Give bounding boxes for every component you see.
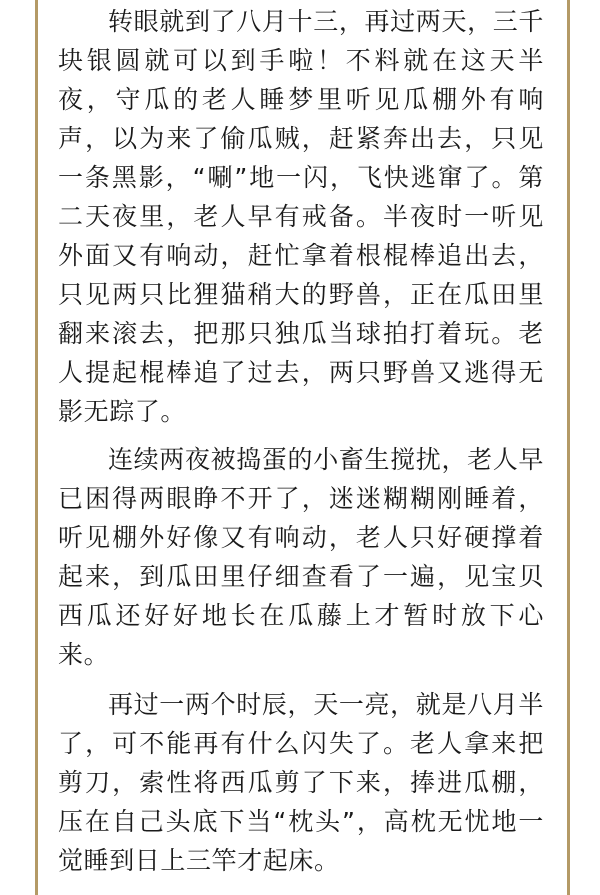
left-border-line — [35, 0, 38, 895]
paragraph-1: 转眼就到了八月十三，再过两天，三千块银圆就可以到手啦！不料就在这天半夜，守瓜的老人睡梦里听见瓜棚外有响声，以为来了偷瓜贼，赶紧奔出去，只见一条黑影，“唰”地一闪，飞快逃窜了。第二天夜里，老人早有戒备。半夜时一听见外面又有响动，赶忙拿着根棍棒追出去，只见两只比狸猫稍大的野兽，正在瓜田里翻来滚去，把那只独瓜当球拍打着玩。老人提起棍棒追了过去，两只野兽又逃得无影无踪了。 — [58, 7, 544, 426]
paragraph-3: 再过一两个时辰，天一亮，就是八月半了，可不能再有什么闪失了。老人拿来把剪刀，索性将西瓜剪了下来，捧进瓜棚，压在自己头底下当“枕头”，高枕无忧地一觉睡到日上三竿才起床。 — [58, 690, 544, 875]
article-body — [58, 0, 544, 880]
paragraph-2: 连续两夜被捣蛋的小畜生搅扰，老人早已困得两眼睁不开了，迷迷糊糊刚睡着，听见棚外好像又有响动，老人只好硬撑着起来，到瓜田里仔细查看了一遍，见宝贝西瓜还好好地长在瓜藤上才暂时放下心来。 — [58, 445, 544, 669]
right-border-line — [567, 0, 570, 895]
